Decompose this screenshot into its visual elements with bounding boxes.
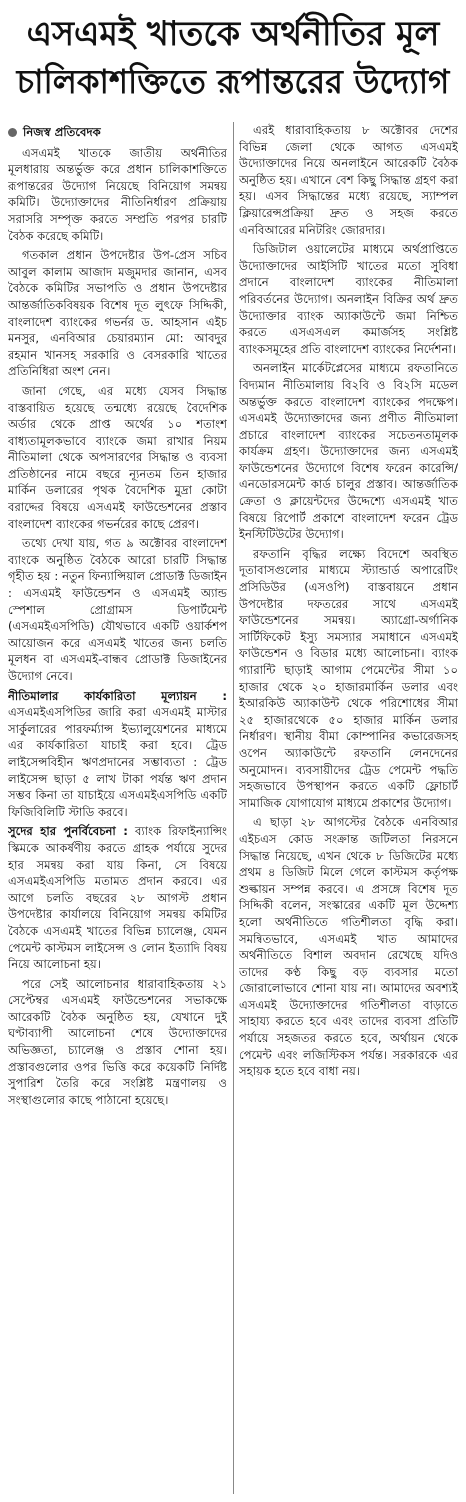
byline-text: নিজস্ব প্রতিবেদক (23, 125, 101, 139)
paragraph-text: এসএমইএসপিডির জারি করা এসএমই মাস্টার সার্কুলারের পারফর্ম্যান্স ইভ্যালুয়েশনের মাধ্যমে এর কার্যকারিতা যাচাই করা হবে। ট্রেড লাইসেন্সবিহীন ঋণপ্রদানের সম্ভাব্যতা : ট্রেড লাইসেন্স ছাড়া ৫ লাখ টাকা পর্যন্ত ঋণ প্রদান সম্ভব কিনা তা যাচাইয়ে এসএমইএসপিডি একটি ফিজিবিলিটি স্টাডি করবে। (8, 705, 227, 819)
paragraph-text: ব্যাংক রিফাইন্যান্সিং স্কিমকে আকর্ষণীয় করতে গ্রাহক পর্যায়ে সুদের হার সমন্বয় করা যায় কিনা, সে বিষয়ে এসএমইএসপিডি মতামত প্রদান করবে। এর আগে চলতি বছরের ২৮ আগস্ট প্রধান উপদেষ্টার কার্যালয়ে বিনিয়োগ সমন্বয় কমিটির বৈঠকে এসএমই খাতের বিভিন্ন চ্যালেঞ্জ, যেমন পেমেন্ট কাস্টমস লাইসেন্স ও লোন ইত্যাদি বিষয় নিয়ে আলোচনা হয়। (8, 824, 227, 972)
headline (0, 0, 466, 118)
paragraph: এসএমই খাতকে জাতীয় অর্থনীতির মূলধারায় অন্তর্ভুক্ত করে প্রধান চালিকাশক্তিতে রূপান্তরের উদ্যোগ নিয়েছে বিনিয়োগ সমন্বয় কমিটি। উদ্যোক্তাদের নীতিনির্ধারণ প্রক্রিয়ায় সরাসরি সম্পৃক্ত করতে সম্প্রতি পরপর চারটি বৈঠক করেছে কমিটি। (8, 145, 227, 243)
left-column (8, 122, 227, 1494)
paragraph-subhead: নীতিমালার কার্যকারিতা মূল্যায়ন : (8, 688, 227, 703)
paragraph: জানা গেছে, এর মধ্যে যেসব সিদ্ধান্ত বাস্তবায়িত হয়েছে তন্মধ্যে রয়েছে বৈদেশিক অর্ডার থেকে প্রাপ্ত অর্থের ১০ শতাংশ বাধ্যতামূলকভাবে ব্যাংকে জমা রাখার নিয়ম নীতিমালা থেকে অপসারণের সিদ্ধান্ত ও ব্যবসা প্রতিষ্ঠানের নামে বছরে ন্যূনতম তিন হাজার মার্কিন ডলারের পৃথক বৈদেশিক মুদ্রা কোটা বরাদ্দের বিষয়ে এসএমই ফাউন্ডেশনের প্রস্তাব বাংলাদেশ ব্যাংকের গভর্নরের কাছে প্রেরণ। (8, 383, 227, 531)
bullet-icon (8, 128, 17, 137)
paragraph (8, 688, 227, 821)
paragraph: গতকাল প্রধান উপদেষ্টার উপ-প্রেস সচিব আবুল কালাম আজাদ মজুমদার জানান, এসব বৈঠকে কমিটির সভাপতি ও প্রধান উপদেষ্টার আন্তর্জাতিকবিষয়ক বিশেষ দূত লুৎফে সিদ্দিকী, বাংলাদেশ ব্যাংকের গভর্নর ড. আহসান এইচ মনসুর, এনবিআর চেয়ারম্যান মো: আবদুর রহমান খানসহ সরকারি ও বেসরকারি খাতের প্রতিনিধিরা অংশ নেন। (8, 248, 227, 379)
paragraph: রফতানি বৃদ্ধির লক্ষ্যে বিদেশে অবস্থিত দূতাবাসগুলোর মাধ্যমে স্ট্যান্ডার্ড অপারেটিং প্রসিডিউর (এসওপি) বাস্তবায়নে প্রধান উপদেষ্টার দফতরের সাথে এসএমই ফাউন্ডেশনের সমন্বয়। অ্যাগ্রো-অর্গানিক সার্টিফিকেট ইস্যু সমস্যার সমাধানে এসএমই ফাউন্ডেশন ও বিডার মধ্যে আলোচনা। ব্যাংক গ্যারান্টি ছাড়াই আগাম পেমেন্টের সীমা ১০ হাজার থেকে ২০ হাজারমার্কিন ডলার এবং ইআরকিউ অ্যাকাউন্ট থেকে পরিশোধের সীমা ২৫ হাজারথেকে ৫০ হাজার মার্কিন ডলার নির্ধারণ। স্থানীয় বীমা কোম্পানির কভারেজসহ ওপেন অ্যাকাউন্টে রফতানি লেনদেনের অনুমোদন। ব্যবসায়ীদের ট্রেড পেমেন্ট পদ্ধতি সহজভাবে উপস্থাপন করতে একটি ফ্লোচার্ট সামাজিক যোগাযোগ মাধ্যমে প্রকাশের উদ্যোগ। (239, 546, 458, 810)
right-column (239, 122, 458, 1494)
byline (8, 124, 227, 141)
paragraph (8, 823, 227, 972)
headline-line-2: চালিকাশক্তিতে রূপান্তরের উদ্যোগ (16, 62, 450, 101)
paragraph: ডিজিটাল ওয়ালেটের মাধ্যমে অর্থপ্রাপ্তিতে উদ্যোক্তাদের আইসিটি খাতের মতো সুবিধা প্রদানে বাংলাদেশ ব্যাংকের নীতিমালা পরিবর্তনের উদ্যোগ। অনলাইন বিক্রির অর্থ দ্রুত উদ্যোক্তার ব্যাংক অ্যাকাউন্টে জমা নিশ্চিত করতে এসএসএল কমার্জসহ সংশ্লিষ্ট ব্যাংকসমূহের প্রতি বাংলাদেশ ব্যাংকের নির্দেশনা। (239, 242, 458, 356)
paragraph: এরই ধারাবাহিকতায় ৮ অক্টোবর দেশের বিভিন্ন জেলা থেকে আগত এসএমই উদ্যোক্তাদের নিয়ে অনলাইনে আরেকটি বৈঠক অনুষ্ঠিত হয়। এখানে বেশ কিছু সিদ্ধান্ত গ্রহণ করা হয়। এসব সিদ্ধান্তের মধ্যে রয়েছে, স্যাম্পল ক্লিয়ারেন্সপ্রক্রিয়া দ্রুত ও সহজ করতে এনবিআরের মনিটরিং জোরদার। (239, 123, 458, 237)
headline-line-1: এসএমই খাতকে অর্থনীতির মূল (26, 14, 440, 54)
paragraph: তথ্যে দেখা যায়, গত ৯ অক্টোবর বাংলাদেশ ব্যাংকে অনুষ্ঠিত বৈঠকে আরো চারটি সিদ্ধান্ত গৃহীত হয় : নতুন ফিন্যান্সিয়াল প্রোডাক্ট ডিজাইন : এসএমই ফাউন্ডেশন ও এসএমই অ্যান্ড স্পেশাল প্রোগ্রামস ডিপার্টমেন্ট (এসএমইএসপিডি) যৌথভাবে একটি ওয়ার্কশপ আয়োজন করে এসএমই খাতের জন্য চলতি মূলধন বা এসএমই-বান্ধব প্রোডাক্ট ডিজাইনের উদ্যোগ নেবে। (8, 536, 227, 683)
paragraph-subhead: সুদের হার পুনর্বিবেচনা : (8, 824, 128, 839)
article-body (8, 122, 458, 1494)
column-divider (233, 122, 234, 1494)
paragraph: পরে সেই আলোচনার ধারাবাহিকতায় ২১ সেপ্টেম্বর এসএমই ফাউন্ডেশনের সভাকক্ষে আরেকটি বৈঠক অনুষ্ঠিত হয়, যেখানে দুই ঘণ্টাব্যাপী আলোচনা শেষে উদ্যোক্তাদের অভিজ্ঞতা, চ্যালেঞ্জ ও প্রস্তাব শোনা হয়। প্রস্তাবগুলোর ওপর ভিত্তি করে কয়েকটি নির্দিষ্ট সুপারিশ তৈরি করে সংশ্লিষ্ট মন্ত্রণালয় ও সংস্থাগুলোর কাছে পাঠানো হয়েছে। (8, 976, 227, 1107)
paragraph: অনলাইন মার্কেটপ্লেসের মাধ্যমে রফতানিতে বিদ্যমান নীতিমালায় বি২বি ও বি২সি মডেল অন্তর্ভুক্ত করতে বাংলাদেশ ব্যাংকের পদক্ষেপ। এসএমই উদ্যোক্তাদের জন্য প্রণীত নীতিমালা প্রচারে বাংলাদেশ ব্যাংকের সচেতনতামূলক কার্যক্রম গ্রহণ। উদ্যোক্তাদের জন্য এসএমই ফাউন্ডেশনের উদ্যোগে বিশেষ ফরেন কারেন্সি/এনডোরসমেন্ট কার্ড চালুর প্রস্তাব। আন্তর্জাতিক ক্রেতা ও ক্লায়েন্টদের উদ্দেশ্যে এসএমই খাত বিষয়ে রিপোর্ট প্রকাশে বাংলাদেশ ফরেন ট্রেড ইনস্টিটিউটের উদ্যোগ। (239, 361, 458, 542)
paragraph: এ ছাড়া ২৮ আগস্টের বৈঠকে এনবিআর এইচএস কোড সংক্রান্ত জটিলতা নিরসনে সিদ্ধান্ত নিয়েছে, এখন থেকে ৮ ডিজিটের মধ্যে প্রথম ৪ ডিজিট মিলে গেলে কাস্টমস কর্তৃপক্ষ শুল্কায়ন সম্পন্ন করবে। এ প্রসঙ্গে বিশেষ দূত সিদ্দিকী বলেন, সংস্কারের একটি মূল উদ্দেশ্য হলো অর্থনীতিতে গতিশীলতা বৃদ্ধি করা। সমন্বিতভাবে, এসএমই খাত আমাদের অর্থনীতিতে বিশাল অবদান রেখেছে যদিও তাদের কণ্ঠ কিছু বড় ব্যবসার মতো জোরালোভাবে শোনা যায় না। আমাদের অবশ্যই এসএমই উদ্যোক্তাদের গতিশীলতা বাড়াতে সাহায্য করতে হবে এবং তাদের ব্যবসা প্রতিটি পর্যায়ে সহজতর করতে হবে, অর্থায়ন থেকে পেমেন্ট এবং লজিস্টিকস পর্যন্ত। সরকারকে এর সহায়ক হতে হবে বাধা নয়। (239, 815, 458, 1079)
